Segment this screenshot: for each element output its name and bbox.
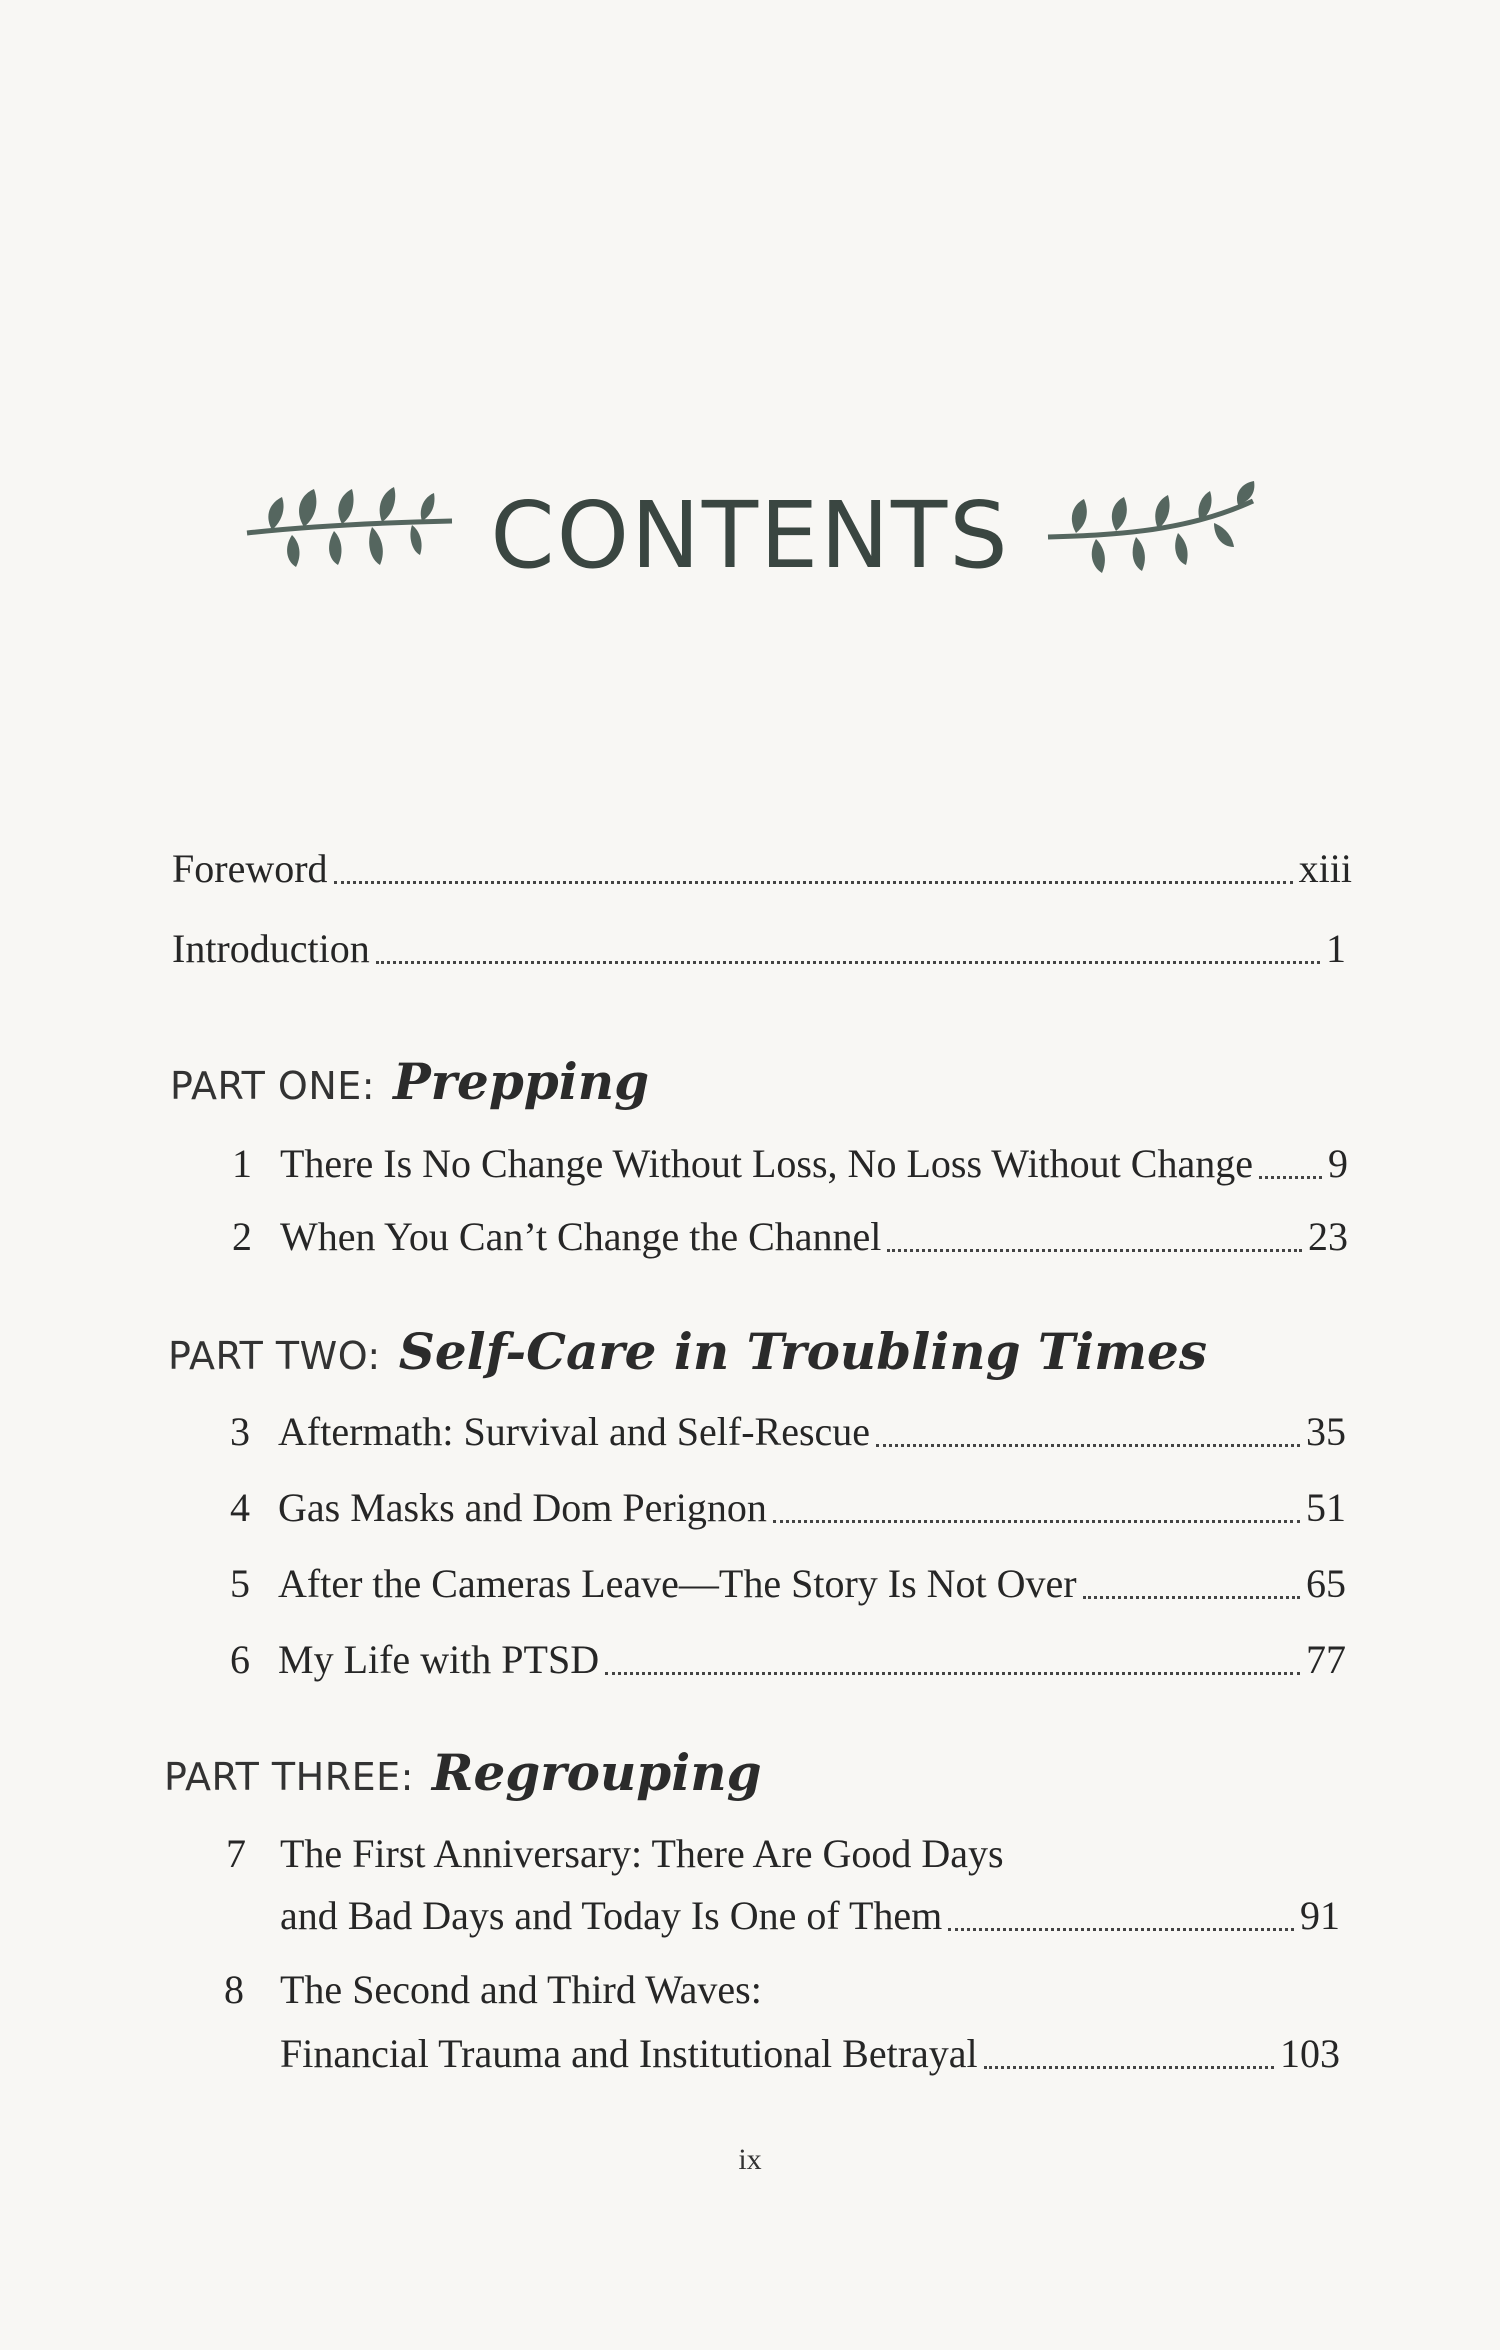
chapter-number: 1 [232,1141,252,1186]
chapter-number: 3 [230,1409,250,1454]
entry-title-line-2: Financial Trauma and Institutional Betrayal [280,2031,978,2076]
chapter-number: 8 [224,1967,244,2012]
entry-title: There Is No Change Without Loss, No Loss Without Change [280,1141,1253,1186]
entry-page: 9 [1328,1141,1348,1186]
chapter-number: 6 [230,1637,250,1682]
part-heading-one [170,1052,649,1111]
entry-title: Gas Masks and Dom Perignon [278,1485,767,1530]
dot-leader [605,1672,1300,1675]
toc-entry-chapter-6[interactable] [230,1636,1346,1684]
dot-leader [376,961,1320,964]
entry-page: 35 [1306,1409,1346,1454]
part-heading-two [168,1322,1207,1381]
toc-entry-chapter-4[interactable] [230,1484,1346,1532]
dot-leader [984,2066,1274,2069]
entry-title-line-1: The Second and Third Waves: [280,1967,762,2012]
part-heading-three [164,1743,762,1802]
entry-title: Introduction [172,926,370,971]
toc-entry-introduction[interactable] [172,925,1346,973]
dot-leader [334,881,1293,884]
entry-title: Aftermath: Survival and Self-Rescue [278,1409,871,1454]
dot-leader [876,1444,1300,1447]
dot-leader [1259,1176,1322,1179]
chapter-number: 2 [232,1214,252,1259]
dot-leader [1083,1596,1300,1599]
part-name: Prepping [393,1052,650,1111]
toc-entry-foreword[interactable] [172,845,1352,893]
entry-title: After the Cameras Leave—The Story Is Not Over [278,1561,1077,1606]
dot-leader [773,1520,1300,1523]
entry-page: 103 [1280,2031,1340,2076]
part-name: Regrouping [431,1743,762,1802]
toc-entry-chapter-8-line-2[interactable] [280,2030,1340,2078]
entry-page: 23 [1308,1214,1348,1259]
dot-leader [887,1249,1302,1252]
part-label: PART THREE: [164,1755,414,1799]
chapter-number: 4 [230,1485,250,1530]
dot-leader [948,1928,1294,1931]
toc-entry-chapter-1[interactable] [232,1140,1348,1188]
entry-page: 51 [1306,1485,1346,1530]
entry-title: My Life with PTSD [278,1637,600,1682]
entry-page: 91 [1300,1893,1340,1938]
chapter-number: 5 [230,1561,250,1606]
entry-page: 65 [1306,1561,1346,1606]
page-folio: ix [738,2143,762,2176]
entry-title: Foreword [172,846,328,891]
entry-page: 1 [1326,926,1346,971]
entry-title-line-1: The First Anniversary: There Are Good Days [280,1831,1004,1876]
toc-entry-chapter-7-line-1[interactable] [226,1830,1004,1878]
entry-title: When You Can’t Change the Channel [280,1214,882,1259]
page-title: CONTENTS [490,481,1010,589]
entry-title-line-2: and Bad Days and Today Is One of Them [280,1893,943,1938]
chapter-number: 7 [226,1831,246,1876]
entry-page: 77 [1306,1637,1346,1682]
toc-entry-chapter-8-line-1[interactable] [224,1966,762,2014]
part-name: Self-Care in Troubling Times [398,1322,1208,1381]
toc-entry-chapter-7-line-2[interactable] [280,1892,1340,1940]
part-label: PART ONE: [170,1064,376,1108]
part-label: PART TWO: [168,1334,381,1378]
toc-entry-chapter-3[interactable] [230,1408,1346,1456]
toc-entry-chapter-5[interactable] [230,1560,1346,1608]
toc-entry-chapter-2[interactable] [232,1213,1348,1261]
entry-page: xiii [1298,846,1352,891]
